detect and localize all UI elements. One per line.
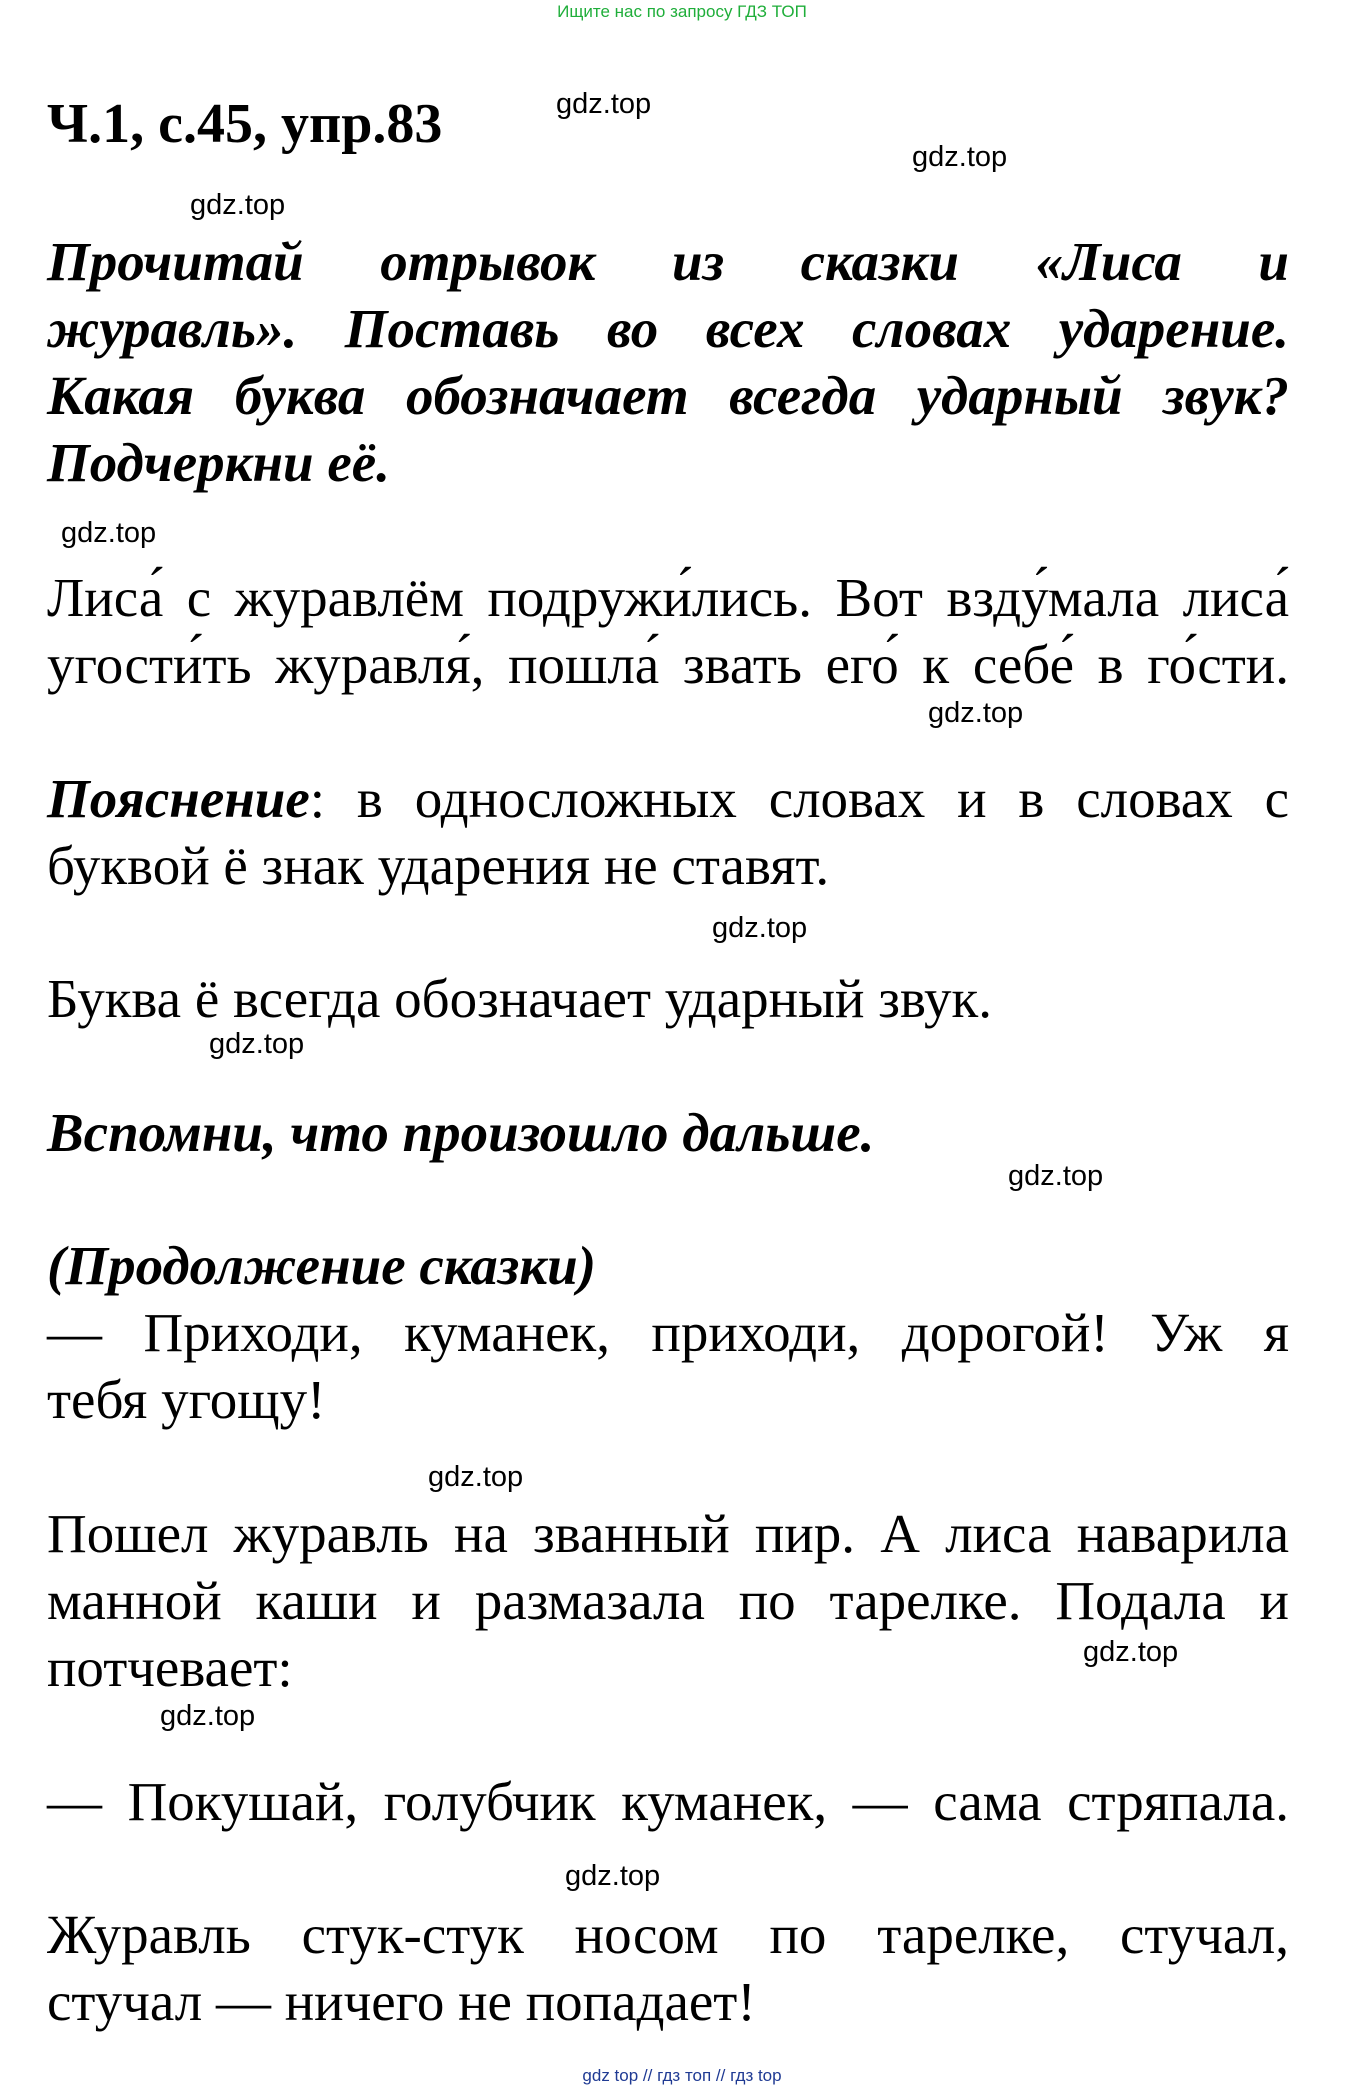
explanation-line — [47, 765, 1289, 832]
explanation-line: буквой ё знак ударения не ставят. — [47, 835, 830, 896]
page-title: Ч.1, с.45, упр.83 — [47, 93, 443, 155]
text-line: манной каши и размазала по тарелке. Подала и — [47, 1570, 1289, 1631]
top-banner: Ищите нас по запросу ГДЗ ТОП — [557, 2, 807, 21]
text-line: — Покушай, голубчик куманек, — сама стряпала. — [47, 1771, 1289, 1832]
watermark: gdz.top — [1083, 1636, 1179, 1668]
explanation-label: Пояснение — [47, 768, 310, 829]
answer: Буква ё всегда обозначает ударный звук. — [47, 968, 993, 1029]
excerpt-line: Лиса́ с журавлём подружи́лись. Вот взду́мала лиса́ — [47, 567, 1289, 628]
text-line: потчевает: — [47, 1637, 293, 1698]
task-2: Вспомни, что произошло дальше. — [47, 1102, 875, 1163]
continuation-paragraph-3 — [47, 1768, 1289, 1835]
continuation-heading: (Продолжение сказки) — [47, 1235, 597, 1296]
watermark: gdz.top — [928, 697, 1024, 729]
explanation — [47, 765, 1289, 899]
fairy-tale-excerpt — [47, 564, 1289, 698]
text-line: тебя угощу! — [47, 1369, 326, 1430]
watermark: gdz.top — [1008, 1160, 1104, 1192]
text-line: — Приходи, куманек, приходи, дорогой! Уж я — [47, 1302, 1289, 1363]
explanation-text: : в односложных словах и в словах с — [309, 768, 1289, 829]
watermark: gdz.top — [565, 1860, 661, 1892]
task-line: Прочитай отрывок из сказки «Лиса и — [47, 231, 1289, 292]
task-text — [47, 228, 1289, 496]
watermark: gdz.top — [428, 1461, 524, 1493]
task-line: Какая буква обозначает всегда ударный звук? — [47, 365, 1289, 426]
text-line: Журавль стук-стук носом по тарелке, стучал, — [47, 1904, 1289, 1965]
continuation-paragraph-4 — [47, 1901, 1289, 2035]
watermark: gdz.top — [712, 912, 808, 944]
watermark: gdz.top — [912, 141, 1008, 173]
excerpt-line: угости́ть журавля́, пошла́ звать его́ к себе́ в го́сти. — [47, 634, 1289, 695]
watermark: gdz.top — [61, 517, 157, 549]
watermark: gdz.top — [556, 88, 652, 120]
text-line: стучал — ничего не попадает! — [47, 1971, 756, 2032]
text-line: Пошел журавль на званный пир. А лиса наварила — [47, 1503, 1289, 1564]
continuation-paragraph-1 — [47, 1299, 1289, 1433]
watermark: gdz.top — [160, 1700, 256, 1732]
watermark: gdz.top — [209, 1028, 305, 1060]
watermark: gdz.top — [190, 189, 286, 221]
task-line: журавль». Поставь во всех словах ударение. — [47, 298, 1289, 359]
footer: gdz top // гдз топ // гдз top — [582, 2066, 782, 2085]
task-line: Подчеркни её. — [47, 432, 390, 493]
continuation-paragraph-2 — [47, 1500, 1289, 1701]
